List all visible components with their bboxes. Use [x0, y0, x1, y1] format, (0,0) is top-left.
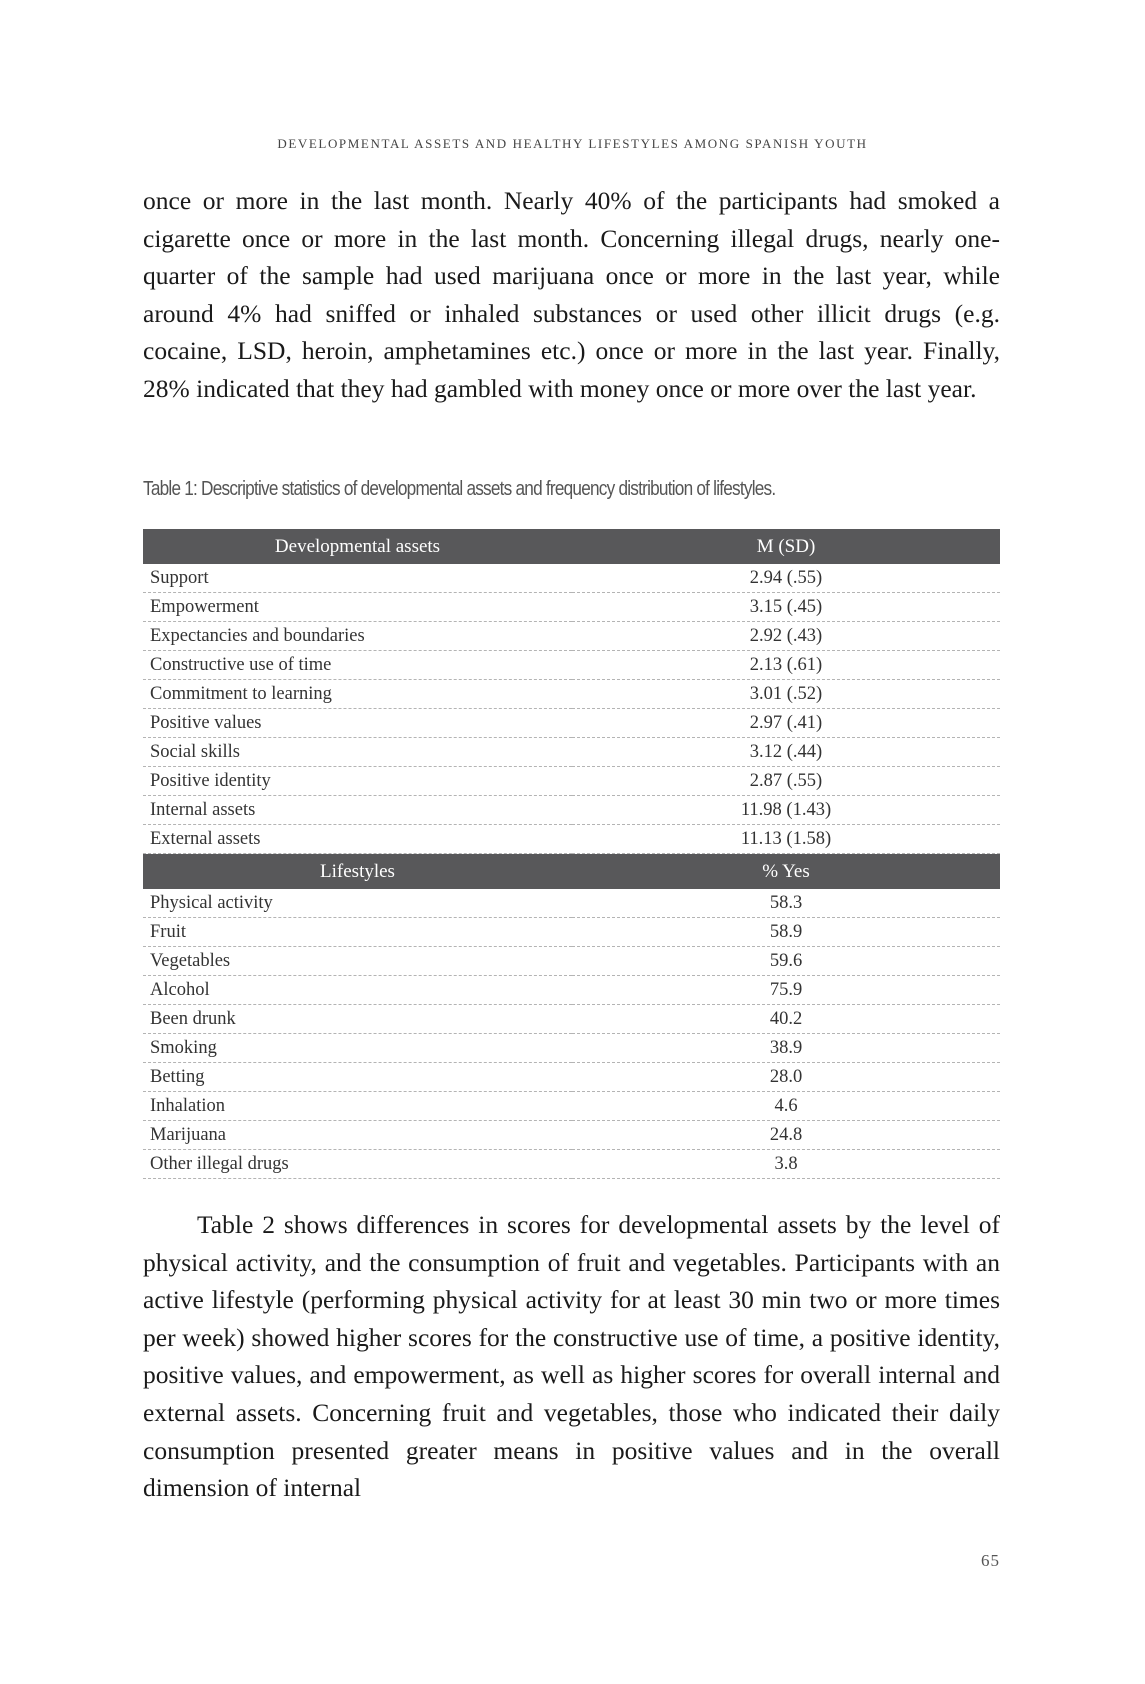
- table-row: [143, 767, 1000, 796]
- row-label: Marijuana: [143, 1121, 572, 1150]
- row-label: Betting: [143, 1063, 572, 1092]
- table-section-header: [143, 529, 1000, 564]
- row-label: Smoking: [143, 1034, 572, 1063]
- row-value: 2.94 (.55): [572, 564, 1000, 593]
- table-row: [143, 947, 1000, 976]
- row-value: 3.01 (.52): [572, 680, 1000, 709]
- row-label: Support: [143, 564, 572, 593]
- running-head: DEVELOPMENTAL ASSETS AND HEALTHY LIFESTYLES AMONG SPANISH YOUTH: [277, 136, 868, 151]
- body-paragraph-bottom: Table 2 shows differences in scores for developmental assets by the level of physical activity, and the consumption of fruit and vegetables. Participants with an active lifestyle (performing physical activity for at least 30 min two or more times per week) showed higher scores for the constructive use of time, a positive identity, positive values, and empowerment, as well as higher scores for overall internal and external assets. Concerning fruit and vegetables, those who indicated their daily consumption presented greater means in positive values and in the overall dimension of internal: [143, 1210, 1000, 1503]
- row-value: 24.8: [572, 1121, 1000, 1150]
- table-row: [143, 918, 1000, 947]
- row-value: 58.9: [572, 918, 1000, 947]
- row-label: Been drunk: [143, 1005, 572, 1034]
- section-header-value: % Yes: [572, 854, 1000, 890]
- row-label: Physical activity: [143, 889, 572, 918]
- table-section-header: [143, 854, 1000, 890]
- table-row: [143, 796, 1000, 825]
- row-value: 2.97 (.41): [572, 709, 1000, 738]
- row-value: 3.15 (.45): [572, 593, 1000, 622]
- table-row: [143, 976, 1000, 1005]
- table-row: [143, 651, 1000, 680]
- row-label: Fruit: [143, 918, 572, 947]
- row-label: Alcohol: [143, 976, 572, 1005]
- table-row: [143, 593, 1000, 622]
- section-header-label: Lifestyles: [143, 854, 572, 890]
- row-value: 38.9: [572, 1034, 1000, 1063]
- row-label: Internal assets: [143, 796, 572, 825]
- row-label: Expectancies and boundaries: [143, 622, 572, 651]
- table-row: [143, 1092, 1000, 1121]
- table-row: [143, 564, 1000, 593]
- table-row: [143, 1005, 1000, 1034]
- table-row: [143, 622, 1000, 651]
- table-row: [143, 738, 1000, 767]
- table-row: [143, 680, 1000, 709]
- row-label: External assets: [143, 825, 572, 854]
- row-value: 75.9: [572, 976, 1000, 1005]
- table-row: [143, 709, 1000, 738]
- table-caption: Table 1: Descriptive statistics of developmental assets and frequency distribution of lifestyles.: [143, 478, 776, 500]
- row-label: Commitment to learning: [143, 680, 572, 709]
- row-value: 58.3: [572, 889, 1000, 918]
- table-row: [143, 1063, 1000, 1092]
- table-row: [143, 1150, 1000, 1179]
- row-value: 2.87 (.55): [572, 767, 1000, 796]
- row-label: Social skills: [143, 738, 572, 767]
- row-label: Inhalation: [143, 1092, 572, 1121]
- row-value: 2.92 (.43): [572, 622, 1000, 651]
- section-header-value: M (SD): [572, 529, 1000, 564]
- table-body: [143, 529, 1000, 1179]
- row-label: Vegetables: [143, 947, 572, 976]
- row-value: 11.13 (1.58): [572, 825, 1000, 854]
- page-number: 65: [981, 1551, 1000, 1570]
- table-row: [143, 889, 1000, 918]
- row-value: 59.6: [572, 947, 1000, 976]
- row-value: 11.98 (1.43): [572, 796, 1000, 825]
- row-value: 2.13 (.61): [572, 651, 1000, 680]
- descriptive-statistics-table: [143, 529, 1000, 1179]
- table-row: [143, 1034, 1000, 1063]
- table-row: [143, 825, 1000, 854]
- row-label: Positive values: [143, 709, 572, 738]
- row-label: Empowerment: [143, 593, 572, 622]
- row-value: 3.12 (.44): [572, 738, 1000, 767]
- row-label: Other illegal drugs: [143, 1150, 572, 1179]
- section-header-label: Developmental assets: [143, 529, 572, 564]
- table-row: [143, 1121, 1000, 1150]
- row-label: Constructive use of time: [143, 651, 572, 680]
- row-value: 4.6: [572, 1092, 1000, 1121]
- row-value: 3.8: [572, 1150, 1000, 1179]
- row-value: 40.2: [572, 1005, 1000, 1034]
- body-paragraph-top: once or more in the last month. Nearly 40% of the participants had smoked a cigarette once or more in the last month. Concerning illegal drugs, nearly one-quarter of the sample had used marijuana once or more in the last year, while around 4% had sniffed or inhaled substances or used other illicit drugs (e.g. cocaine, LSD, heroin, amphetamines etc.) once or more in the last year. Finally, 28% indicated that they had gambled with money once or more over the last year.: [143, 186, 1000, 403]
- row-value: 28.0: [572, 1063, 1000, 1092]
- row-label: Positive identity: [143, 767, 572, 796]
